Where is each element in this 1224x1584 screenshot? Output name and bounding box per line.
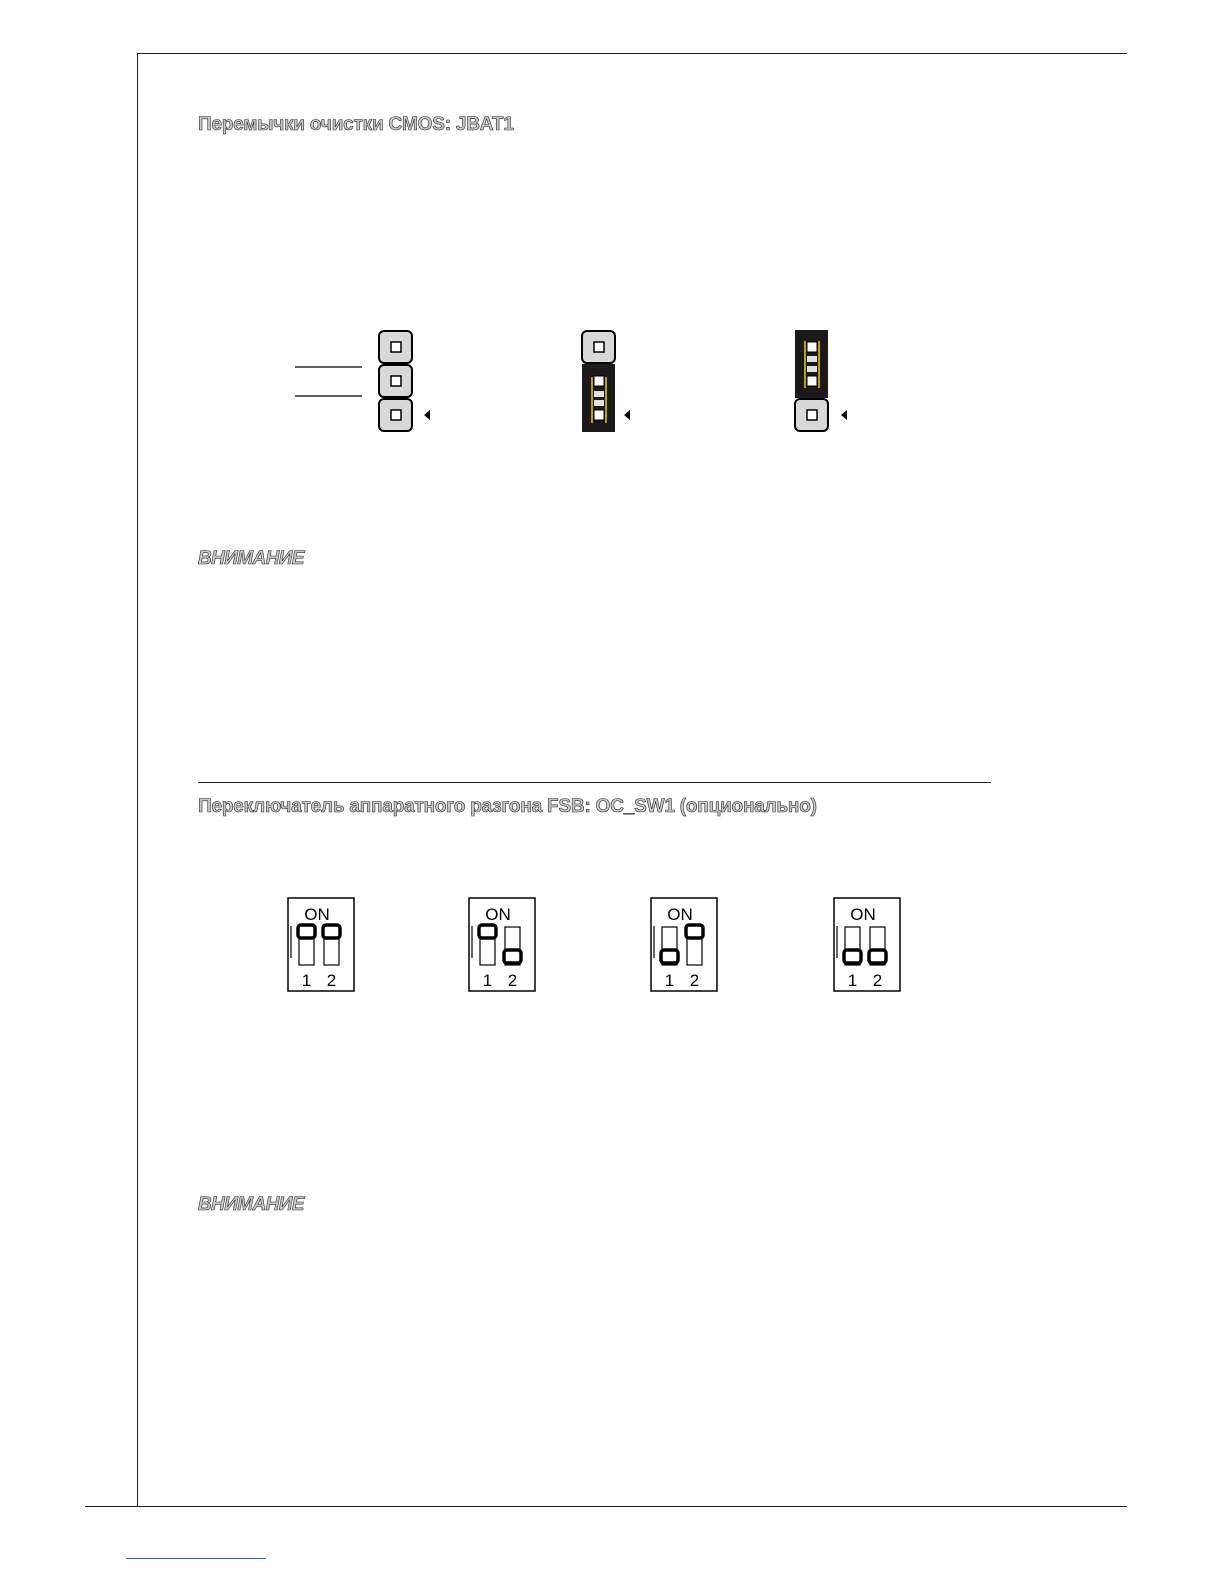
dip-switch (834, 898, 900, 991)
dip-toggle-off (844, 950, 861, 963)
dip-number-label: 2 (507, 971, 518, 990)
dip-toggle-off (869, 950, 886, 963)
dip-number-label: 1 (847, 971, 858, 990)
dip-toggle-on (323, 925, 340, 938)
dip-on-label: ON (850, 905, 876, 924)
dip-switch (651, 898, 717, 991)
dip-switch (288, 898, 354, 991)
oc-sw1-section-title: Переключатель аппаратного разгона FSB: OC_SW1 (опционально) (198, 796, 817, 817)
dip-switch (469, 898, 535, 991)
dip-toggle-on (298, 925, 315, 938)
oc-sw1-warning-title: ВНИМАНИЕ (198, 1194, 304, 1215)
dip-toggle-off (504, 950, 521, 963)
dip-number-label: 2 (326, 971, 337, 990)
dip-on-label: ON (485, 905, 511, 924)
dip-number-label: 1 (664, 971, 675, 990)
dip-toggle-on (479, 925, 496, 938)
dip-on-label: ON (667, 905, 693, 924)
dip-number-label: 2 (872, 971, 883, 990)
jbat1-warning-title: ВНИМАНИЕ (198, 548, 304, 569)
dip-number-label: 2 (689, 971, 700, 990)
jbat1-section-title: Перемычки очистки CMOS: JBAT1 (198, 114, 514, 135)
dip-number-label: 1 (301, 971, 312, 990)
dip-number-label: 1 (482, 971, 493, 990)
dip-toggle-off (661, 950, 678, 963)
dip-on-label: ON (304, 905, 330, 924)
dip-toggle-on (686, 925, 703, 938)
